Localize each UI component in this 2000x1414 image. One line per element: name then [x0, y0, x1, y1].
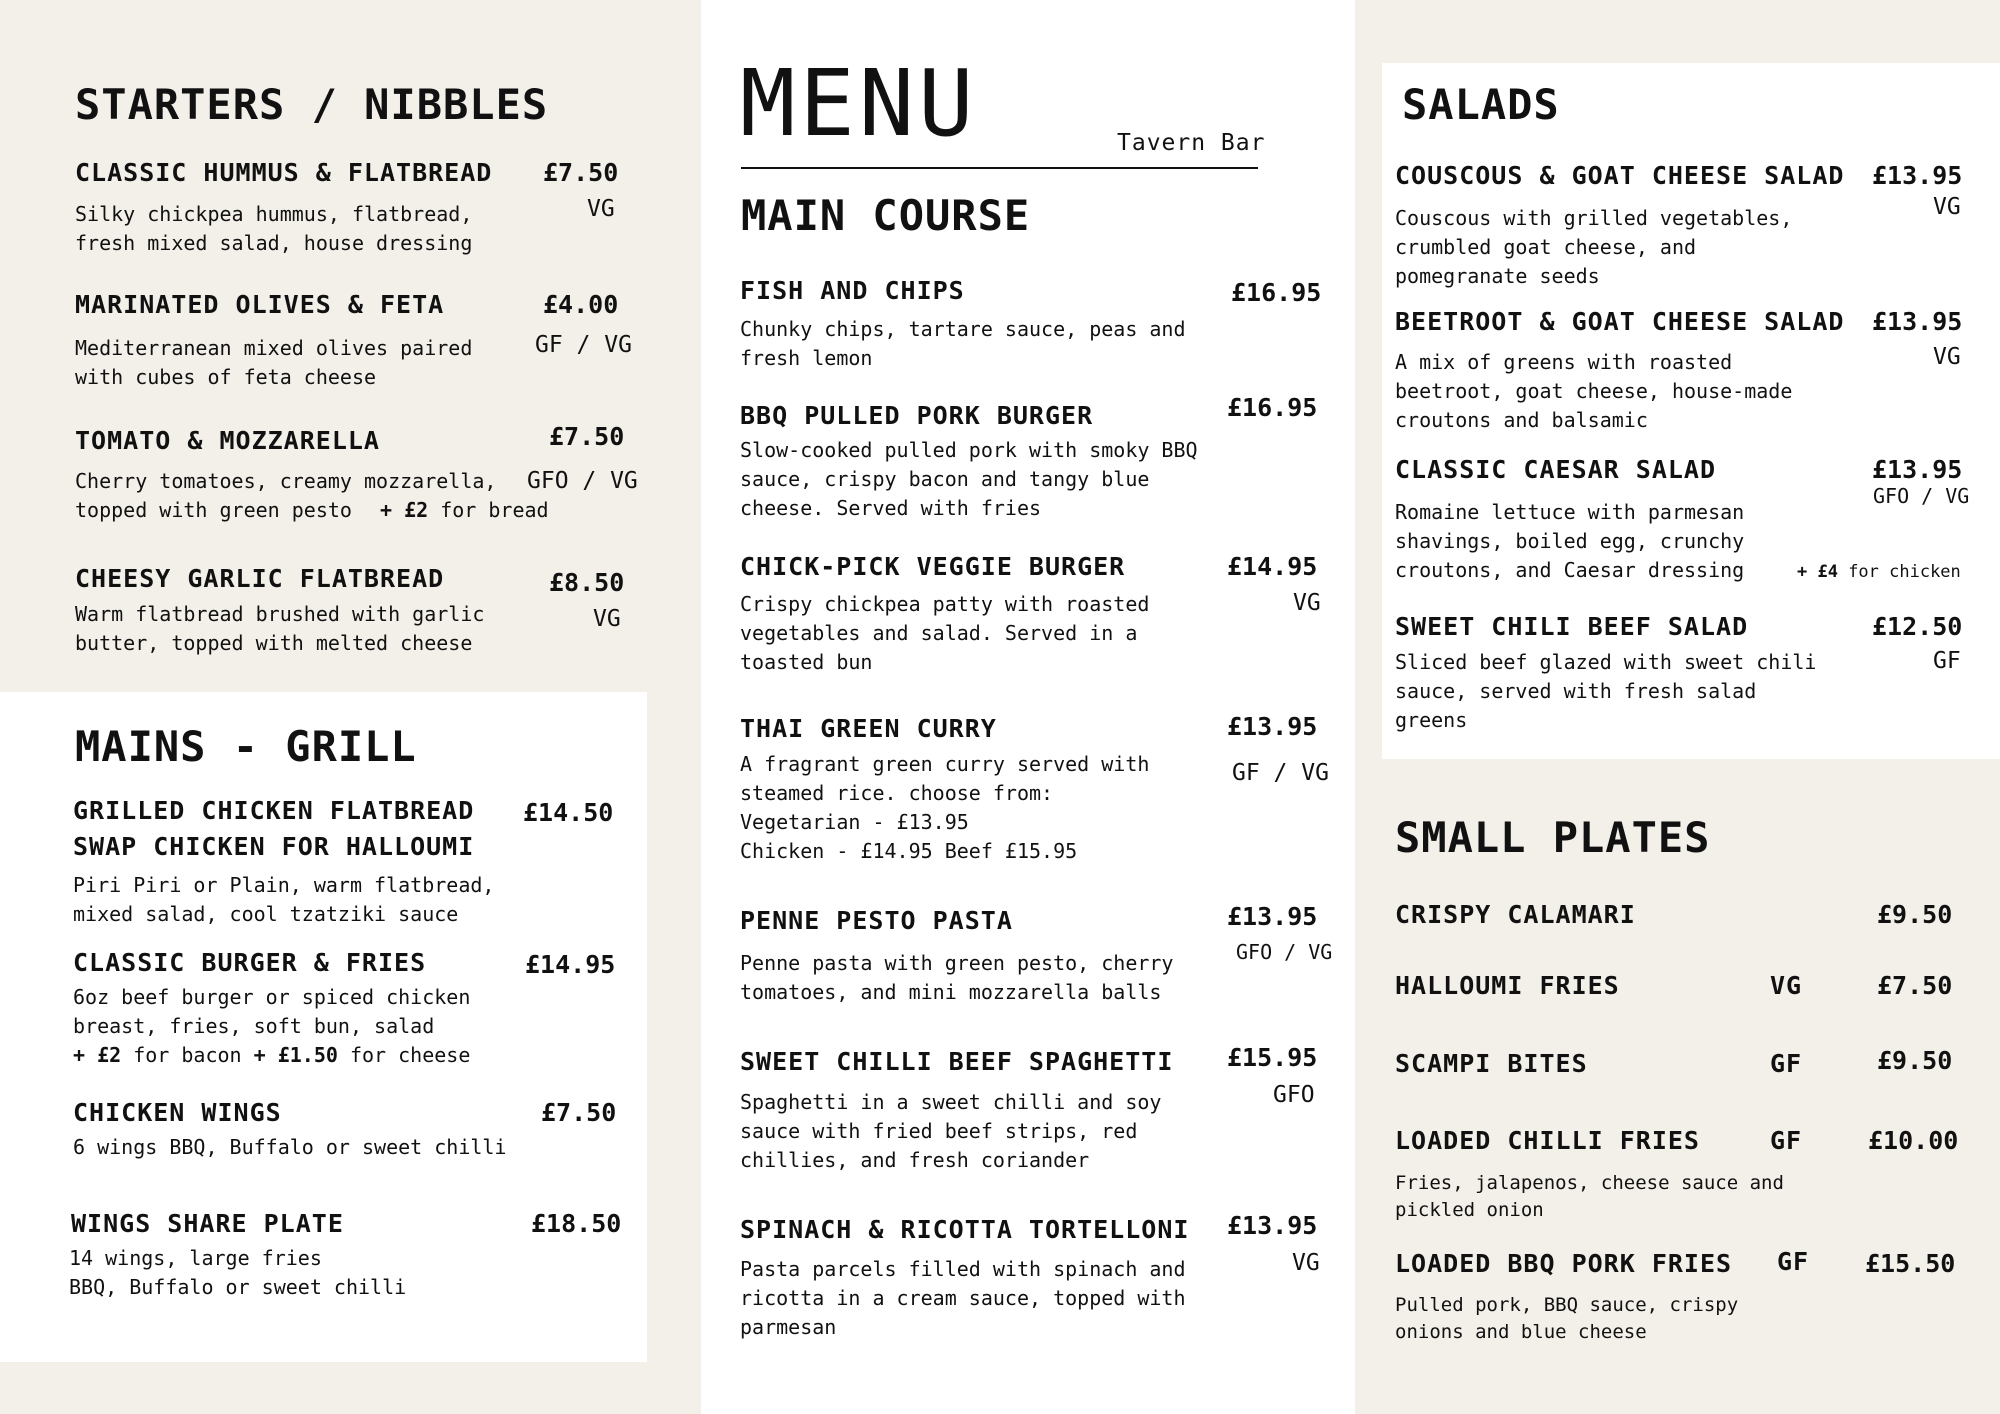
grill-price: £18.50 [531, 1209, 622, 1238]
diet-badge: GF / VG [535, 332, 632, 358]
starter-name: CHEESY GARLIC FLATBREAD [75, 564, 445, 593]
main-price: £16.95 [1231, 278, 1322, 307]
extra-price: + £2 [73, 1043, 122, 1067]
main-name: THAI GREEN CURRY [740, 714, 997, 743]
diet-badge: GFO [1273, 1082, 1315, 1108]
main-price: £13.95 [1227, 902, 1318, 931]
small-plate-name: CRISPY CALAMARI [1395, 900, 1636, 929]
starter-desc: Mediterranean mixed olives paired with cubes of feta cheese [75, 336, 473, 389]
diet-badge: VG [1933, 194, 1961, 220]
salad-name: BEETROOT & GOAT CHEESE SALAD [1395, 307, 1845, 336]
main-price: £16.95 [1227, 393, 1318, 422]
diet-badge: GFO / VG [527, 468, 638, 494]
small-plates-title: SMALL PLATES [1395, 813, 1711, 862]
main-name: CHICK-PICK VEGGIE BURGER [740, 552, 1126, 581]
salad-price: £13.95 [1872, 161, 1963, 190]
extra-price: + £4 [1797, 562, 1838, 582]
starter-price: £8.50 [549, 568, 625, 597]
salad-desc: Romaine lettuce with parmesan shavings, boiled egg, crunchy croutons, and Caesar dressing [1395, 500, 1745, 582]
venue-name: Tavern Bar [1117, 130, 1266, 156]
grill-price: £7.50 [541, 1098, 617, 1127]
small-plate-price: £9.50 [1877, 1046, 1953, 1075]
salad-price: £13.95 [1872, 307, 1963, 336]
main-price: £13.95 [1227, 1211, 1318, 1240]
salad-desc: A mix of greens with roasted beetroot, goat cheese, house-made croutons and balsamic [1395, 350, 1793, 432]
small-plate-name: HALLOUMI FRIES [1395, 971, 1620, 1000]
small-plate-price: £15.50 [1865, 1249, 1956, 1278]
grill-price: £14.50 [523, 798, 614, 827]
grill-desc: Piri Piri or Plain, warm flatbread, mixed salad, cool tzatziki sauce [73, 873, 495, 926]
main-name: SWEET CHILLI BEEF SPAGHETTI [740, 1047, 1174, 1076]
salad-name: COUSCOUS & GOAT CHEESE SALAD [1395, 161, 1845, 190]
grill-name: WINGS SHARE PLATE [71, 1209, 344, 1238]
main-name: SPINACH & RICOTTA TORTELLONI [740, 1215, 1190, 1244]
diet-badge: VG [1293, 590, 1321, 616]
starter-desc: Cherry tomatoes, creamy mozzarella, topped with green pesto [75, 469, 497, 522]
salad-price: £12.50 [1872, 612, 1963, 641]
extra-price: + £1.50 [253, 1043, 338, 1067]
grill-title: MAINS - GRILL [75, 722, 417, 771]
main-desc: Penne pasta with green pesto, cherry tomatoes, and mini mozzarella balls [740, 951, 1174, 1004]
starter-price: £7.50 [549, 422, 625, 451]
small-plate-price: £9.50 [1877, 900, 1953, 929]
grill-price: £14.95 [525, 950, 616, 979]
diet-badge: VG [587, 196, 615, 222]
main-desc: Spaghetti in a sweet chilli and soy sauce with fried beef strips, red chillies, and fresh coriander [740, 1090, 1162, 1172]
diet-badge: VG [1292, 1250, 1320, 1276]
diet-badge: VG [593, 606, 621, 632]
salad-price: £13.95 [1872, 455, 1963, 484]
grill-name: GRILLED CHICKEN FLATBREAD [73, 796, 475, 825]
menu-title: MENU [740, 50, 978, 157]
grill-name-alt: SWAP CHICKEN FOR HALLOUMI [73, 832, 475, 861]
extra-price: + £2 [380, 498, 429, 522]
starter-price: £7.50 [543, 158, 619, 187]
starter-price: £4.00 [543, 290, 619, 319]
salad-desc: Sliced beef glazed with sweet chili sauce, served with fresh salad greens [1395, 650, 1817, 732]
small-plate-name: LOADED CHILLI FRIES [1395, 1126, 1700, 1155]
main-desc: A fragrant green curry served with steamed rice. choose from: Vegetarian - £13.95 Chicken - £14.95 Beef £15.95 [740, 752, 1150, 863]
extra-note [1797, 562, 1961, 582]
diet-badge: GF [1777, 1247, 1810, 1276]
main-price: £13.95 [1227, 712, 1318, 741]
main-name: BBQ PULLED PORK BURGER [740, 401, 1094, 430]
starters-title: STARTERS / NIBBLES [75, 80, 549, 129]
main-desc: Slow-cooked pulled pork with smoky BBQ sauce, crispy bacon and tangy blue cheese. Served with fries [740, 438, 1198, 520]
diet-badge: VG [1933, 344, 1961, 370]
starter-name: TOMATO & MOZZARELLA [75, 426, 380, 455]
small-plate-desc: Pulled pork, BBQ sauce, crispy onions and blue cheese [1395, 1294, 1739, 1343]
starter-name: MARINATED OLIVES & FETA [75, 290, 445, 319]
header-rule [741, 167, 1258, 169]
diet-badge: GFO / VG [1873, 484, 1970, 508]
diet-badge: GF [1933, 648, 1961, 674]
starter-desc: Silky chickpea hummus, flatbread, fresh mixed salad, house dressing [75, 202, 473, 255]
salad-desc: Couscous with grilled vegetables, crumbled goat cheese, and pomegranate seeds [1395, 206, 1793, 288]
main-price: £15.95 [1227, 1043, 1318, 1072]
grill-name: CLASSIC BURGER & FRIES [73, 948, 427, 977]
starter-name: CLASSIC HUMMUS & FLATBREAD [75, 158, 493, 187]
grill-desc: 6 wings BBQ, Buffalo or sweet chilli [73, 1135, 507, 1159]
extra-text: for cheese [337, 1043, 471, 1067]
extra-text: for chicken [1837, 562, 1961, 582]
main-desc: Crispy chickpea patty with roasted vegetables and salad. Served in a toasted bun [740, 592, 1150, 674]
grill-desc: 14 wings, large fries BBQ, Buffalo or sweet chilli [69, 1246, 407, 1299]
main-desc: Pasta parcels filled with spinach and ricotta in a cream sauce, topped with parmesan [740, 1257, 1186, 1339]
small-plate-desc: Fries, jalapenos, cheese sauce and pickled onion [1395, 1172, 1784, 1221]
grill-name: CHICKEN WINGS [73, 1098, 282, 1127]
diet-badge: GF [1770, 1049, 1803, 1078]
salads-title: SALADS [1402, 80, 1560, 129]
diet-badge: GFO / VG [1236, 940, 1333, 964]
small-plate-price: £10.00 [1868, 1126, 1959, 1155]
small-plate-price: £7.50 [1877, 971, 1953, 1000]
small-plate-name: LOADED BBQ PORK FRIES [1395, 1249, 1733, 1278]
extra-text: for bacon [121, 1043, 254, 1067]
main-course-title: MAIN COURSE [741, 191, 1031, 240]
starter-desc: Warm flatbread brushed with garlic butter, topped with melted cheese [75, 602, 485, 655]
salad-name: SWEET CHILI BEEF SALAD [1395, 612, 1749, 641]
diet-badge: GF / VG [1232, 760, 1329, 786]
main-name: PENNE PESTO PASTA [740, 906, 1013, 935]
small-plate-name: SCAMPI BITES [1395, 1049, 1588, 1078]
main-name: FISH AND CHIPS [740, 276, 965, 305]
diet-badge: VG [1770, 971, 1803, 1000]
grill-desc: 6oz beef burger or spiced chicken breast, fries, soft bun, salad [73, 985, 471, 1038]
extra-text: for bread [428, 498, 549, 522]
extra-note [380, 496, 549, 525]
extra-note [73, 1041, 470, 1070]
salad-name: CLASSIC CAESAR SALAD [1395, 455, 1717, 484]
main-price: £14.95 [1227, 552, 1318, 581]
main-desc: Chunky chips, tartare sauce, peas and fresh lemon [740, 317, 1186, 370]
diet-badge: GF [1770, 1126, 1803, 1155]
